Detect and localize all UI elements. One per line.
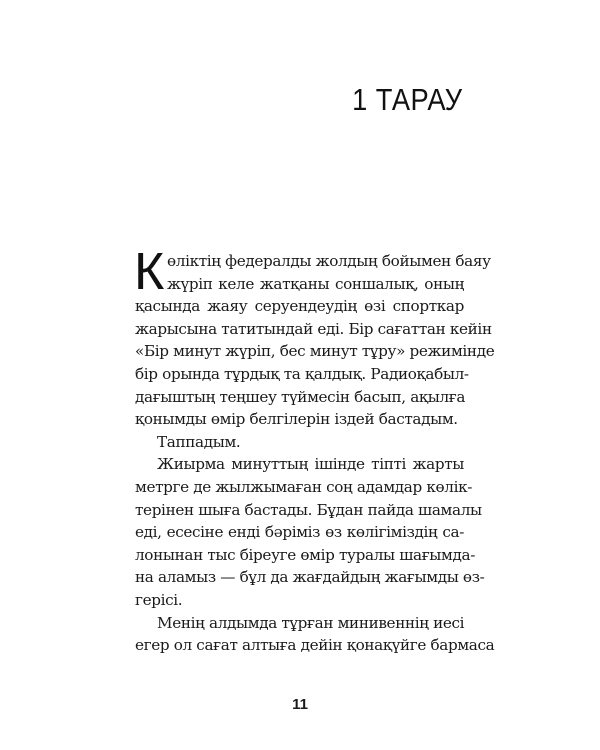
text-line: еді, есесіне енді бәріміз өз көлігіміздің са- — [135, 523, 464, 542]
body-text — [134, 243, 495, 657]
text-line: метрге де жылжымаған соң адамдар көлік- — [135, 477, 473, 496]
text-line: Жиырма минуттың ішінде тіпті жарты — [157, 455, 464, 474]
text-line: жарысына татитындай еді. Бір сағаттан кейін — [135, 319, 492, 338]
text-line: бір орында тұрдық та қалдық. Радиоқабыл- — [135, 364, 469, 383]
text-line: лонынан тыс біреуге өмір туралы шағымда- — [135, 545, 475, 564]
drop-cap: К — [134, 243, 164, 301]
page-number: 11 — [292, 696, 308, 713]
text-line: дағыштың теңшеу түймесін басып, ақылға — [135, 387, 466, 406]
text-line: өліктің федералды жолдың бойымен баяу — [167, 252, 491, 270]
text-line: «Бір минут жүріп, бес минут тұру» режимінде — [135, 342, 495, 361]
text-line: на аламыз — бұл да жағдайдың жағымды өз- — [135, 568, 485, 587]
text-line: қонымды өмір белгілерін іздей бастадым. — [135, 410, 458, 429]
text-line: Менің алдымда тұрған минивеннің иесі — [157, 613, 465, 632]
text-line: қасында жаяу серуендеудің өзі спорткар — [135, 297, 464, 316]
text-line: егер ол сағат алтыға дейін қонақүйге бармаса — [135, 636, 495, 655]
text-line: жүріп келе жатқаны соншалық, оның — [167, 274, 464, 293]
chapter-title: 1 ТАРАУ — [352, 82, 463, 117]
text-line: герісі. — [135, 590, 183, 609]
text-line: Таппадым. — [157, 432, 241, 451]
text-line: терінен шыға бастады. Бұдан пайда шамалы — [135, 500, 482, 519]
